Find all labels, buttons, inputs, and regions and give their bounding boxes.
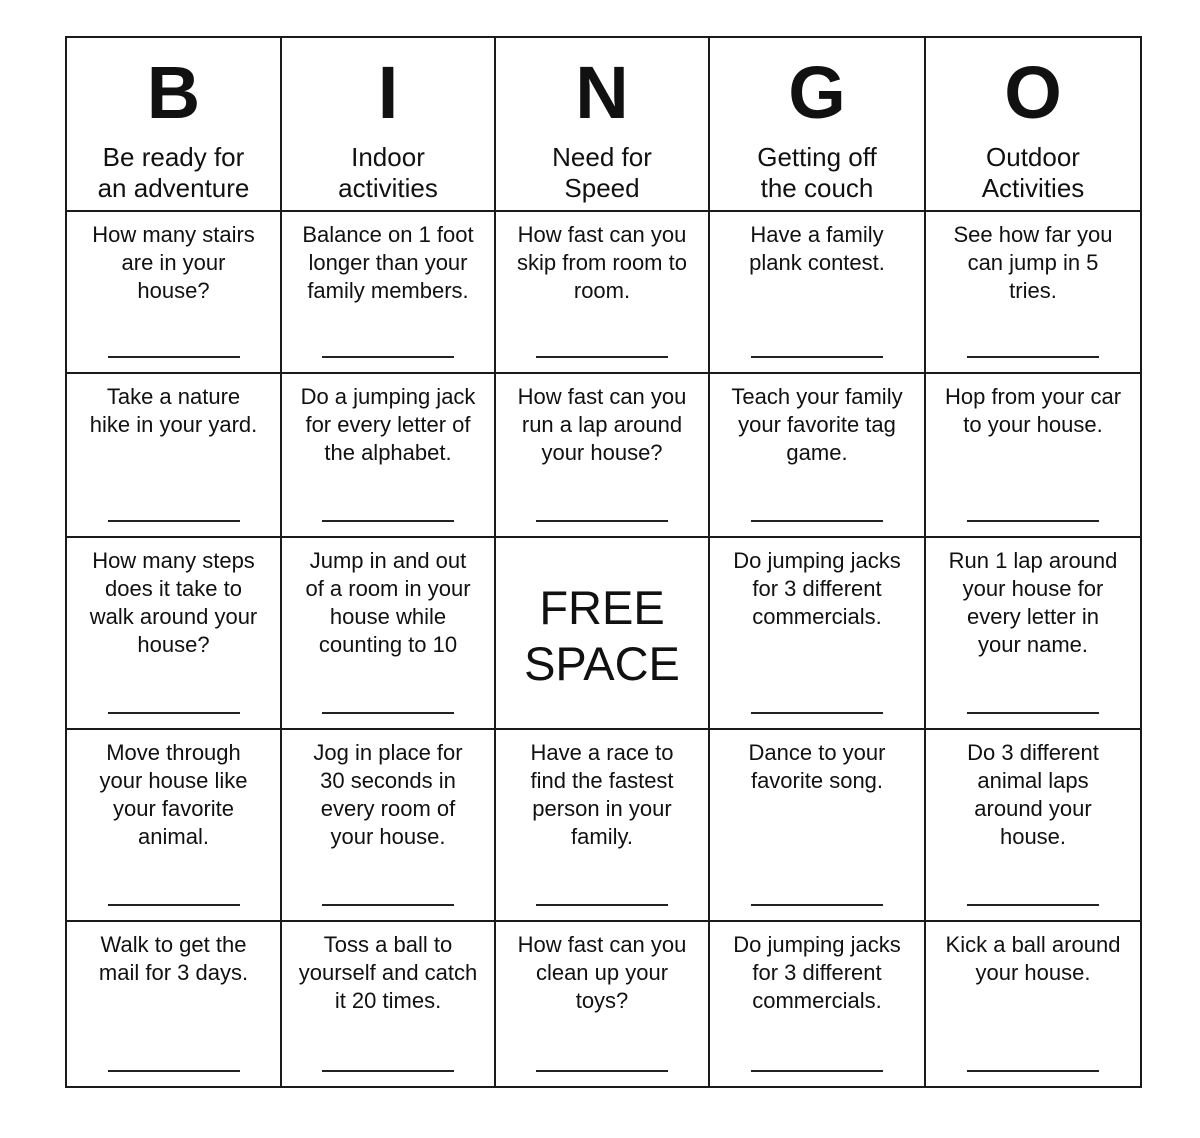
task-text: Jog in place for 30 seconds in every room of your house. bbox=[313, 740, 463, 849]
answer-line bbox=[322, 1070, 454, 1072]
task-text: Kick a ball around your house. bbox=[945, 932, 1121, 985]
task-text: Have a family plank contest. bbox=[749, 222, 885, 275]
task-text: Toss a ball to yourself and catch it 20 times. bbox=[298, 932, 478, 1013]
column-theme: Outdoor Activities bbox=[981, 142, 1085, 203]
bingo-square bbox=[281, 211, 495, 373]
answer-line bbox=[536, 1070, 668, 1072]
answer-line bbox=[108, 904, 240, 906]
answer-line bbox=[967, 1070, 1099, 1072]
column-theme: Indoor activities bbox=[338, 142, 438, 203]
bingo-square bbox=[709, 921, 925, 1087]
column-letter: I bbox=[377, 51, 399, 134]
bingo-row bbox=[66, 921, 1141, 1087]
answer-line bbox=[751, 356, 883, 358]
task-text: Teach your family your favorite tag game. bbox=[731, 384, 903, 465]
task-text: Do jumping jacks for 3 different commercials. bbox=[733, 548, 901, 629]
task-text: Have a race to find the fastest person in your family. bbox=[530, 740, 674, 849]
bingo-square bbox=[925, 373, 1141, 537]
column-letter: N bbox=[575, 51, 629, 134]
bingo-square bbox=[66, 729, 281, 921]
header-cell-i bbox=[281, 37, 495, 211]
answer-line bbox=[322, 904, 454, 906]
task-text: Hop from your car to your house. bbox=[944, 384, 1122, 437]
header-cell-g bbox=[709, 37, 925, 211]
answer-line bbox=[108, 1070, 240, 1072]
bingo-square bbox=[495, 729, 709, 921]
bingo-square bbox=[709, 537, 925, 729]
bingo-square bbox=[925, 211, 1141, 373]
answer-line bbox=[751, 712, 883, 714]
task-text: Run 1 lap around your house for every letter in your name. bbox=[948, 548, 1118, 657]
answer-line bbox=[536, 356, 668, 358]
answer-line bbox=[967, 520, 1099, 522]
column-theme: Need for Speed bbox=[552, 142, 652, 203]
task-text: How fast can you run a lap around your house? bbox=[517, 384, 687, 465]
bingo-square bbox=[709, 211, 925, 373]
task-text: Do 3 different animal laps around your house. bbox=[967, 740, 1099, 849]
column-theme: Getting off the couch bbox=[757, 142, 877, 203]
answer-line bbox=[751, 904, 883, 906]
bingo-row bbox=[66, 211, 1141, 373]
bingo-row bbox=[66, 729, 1141, 921]
column-letter: O bbox=[1004, 51, 1062, 134]
bingo-square bbox=[66, 921, 281, 1087]
bingo-square bbox=[925, 537, 1141, 729]
task-text: How fast can you skip from room to room. bbox=[517, 222, 687, 303]
task-text: Do a jumping jack for every letter of the alphabet. bbox=[300, 384, 476, 465]
bingo-square bbox=[709, 373, 925, 537]
bingo-square bbox=[495, 921, 709, 1087]
bingo-row bbox=[66, 537, 1141, 729]
answer-line bbox=[322, 520, 454, 522]
bingo-square bbox=[66, 211, 281, 373]
answer-line bbox=[108, 712, 240, 714]
column-theme: Be ready for an adventure bbox=[97, 142, 250, 203]
task-text: Dance to your favorite song. bbox=[748, 740, 886, 793]
bingo-square bbox=[495, 373, 709, 537]
task-text: Balance on 1 foot longer than your family members. bbox=[302, 222, 474, 303]
answer-line bbox=[967, 904, 1099, 906]
bingo-square bbox=[709, 729, 925, 921]
answer-line bbox=[536, 904, 668, 906]
answer-line bbox=[967, 712, 1099, 714]
bingo-square bbox=[495, 211, 709, 373]
task-text: Jump in and out of a room in your house while counting to 10 bbox=[305, 548, 471, 657]
header-cell-o bbox=[925, 37, 1141, 211]
task-text: Move through your house like your favorite animal. bbox=[99, 740, 248, 849]
column-letter: B bbox=[146, 51, 201, 134]
task-text: See how far you can jump in 5 tries. bbox=[953, 222, 1113, 303]
task-text: How many steps does it take to walk around your house? bbox=[89, 548, 258, 657]
header-cell-b bbox=[66, 37, 281, 211]
bingo-square bbox=[281, 921, 495, 1087]
answer-line bbox=[536, 520, 668, 522]
header-cell-n bbox=[495, 37, 709, 211]
bingo-square bbox=[281, 373, 495, 537]
bingo-square bbox=[925, 921, 1141, 1087]
answer-line bbox=[751, 520, 883, 522]
free-space-text: FREE SPACE bbox=[524, 581, 680, 690]
bingo-square bbox=[281, 729, 495, 921]
header-row bbox=[66, 37, 1141, 211]
bingo-square bbox=[281, 537, 495, 729]
answer-line bbox=[108, 520, 240, 522]
bingo-board bbox=[65, 36, 1142, 1088]
bingo-square bbox=[925, 729, 1141, 921]
answer-line bbox=[967, 356, 1099, 358]
answer-line bbox=[322, 712, 454, 714]
task-text: How many stairs are in your house? bbox=[92, 222, 255, 303]
answer-line bbox=[108, 356, 240, 358]
answer-line bbox=[322, 356, 454, 358]
bingo-square bbox=[66, 373, 281, 537]
task-text: Walk to get the mail for 3 days. bbox=[98, 932, 249, 985]
answer-line bbox=[751, 1070, 883, 1072]
bingo-row bbox=[66, 373, 1141, 537]
task-text: Take a nature hike in your yard. bbox=[89, 384, 258, 437]
bingo-square bbox=[66, 537, 281, 729]
task-text: Do jumping jacks for 3 different commercials. bbox=[733, 932, 901, 1013]
column-letter: G bbox=[788, 51, 846, 134]
free-space-square bbox=[495, 537, 709, 729]
task-text: How fast can you clean up your toys? bbox=[517, 932, 687, 1013]
